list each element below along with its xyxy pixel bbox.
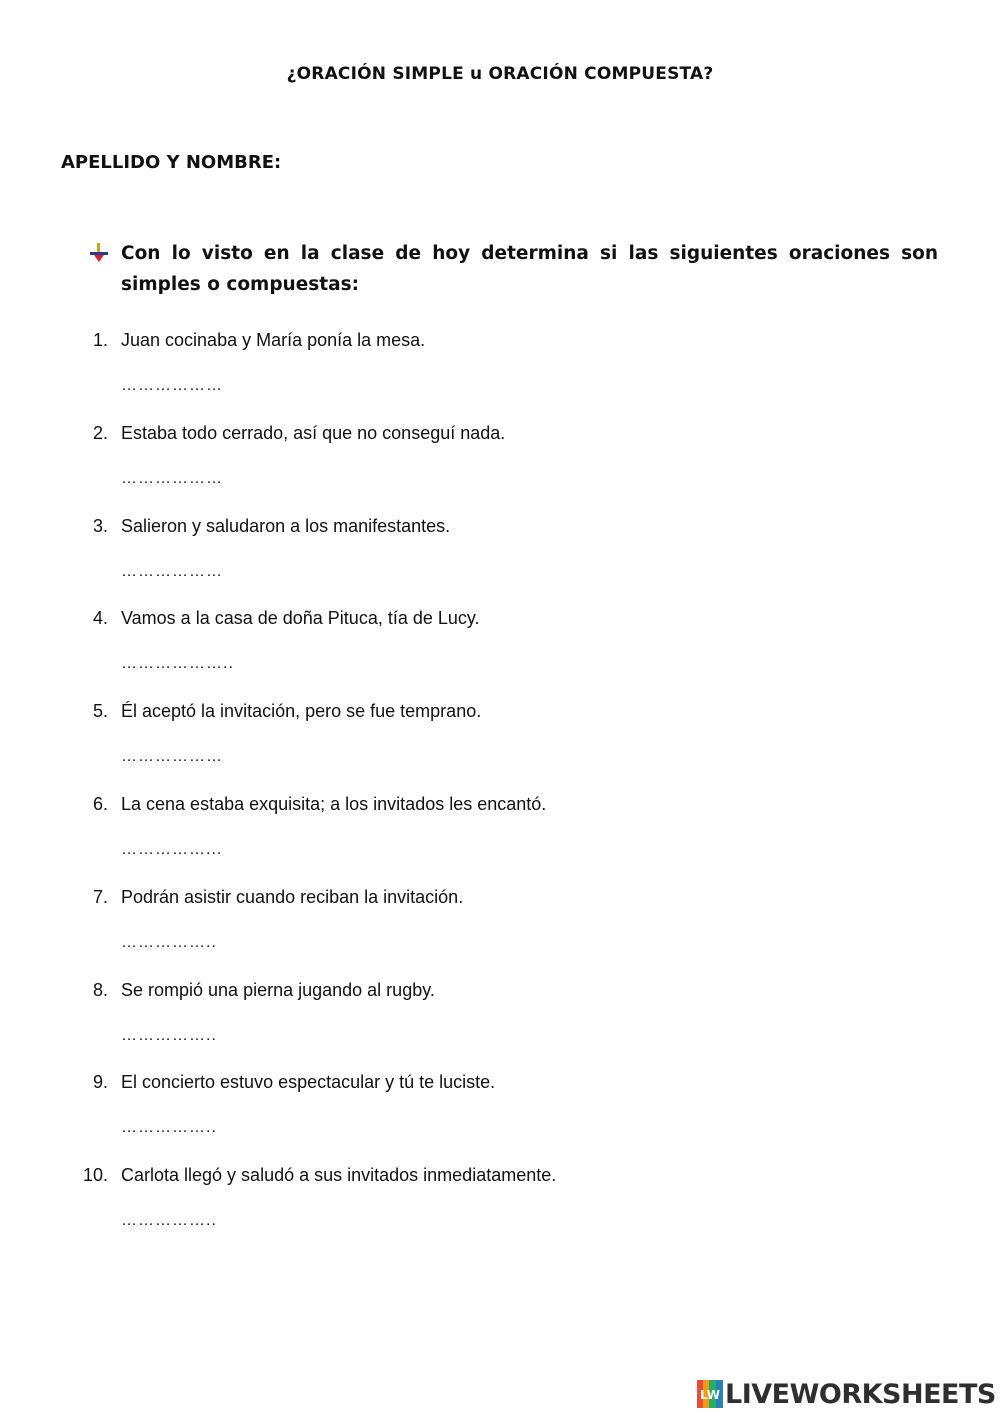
item-number: 9. [92, 1072, 108, 1092]
instruction [88, 238, 938, 300]
item-number: 5. [92, 701, 108, 721]
worksheet-title: ¿ORACIÓN SIMPLE u ORACIÓN COMPUESTA? [286, 64, 714, 84]
answer-blank[interactable]: …………….. [121, 1027, 217, 1044]
answer-blank[interactable]: …………….. [121, 1212, 217, 1229]
item-sentence: Carlota llegó y saludó a sus invitados inmediatamente. [121, 1165, 557, 1185]
answer-blank[interactable]: ……………….. [121, 655, 234, 672]
answer-blank[interactable]: …………….. [121, 934, 217, 951]
item-sentence: Él aceptó la invitación, pero se fue temprano. [121, 701, 482, 721]
item-sentence: La cena estaba exquisita; a los invitados les encantó. [121, 794, 547, 814]
item-number: 6. [92, 794, 108, 814]
liveworksheets-wordmark: LIVEWORKSHEETS [725, 1378, 996, 1410]
instruction-text: Con lo visto en la clase de hoy determina si las siguientes oraciones son simples o compuestas: [121, 243, 938, 295]
item-number: 3. [92, 516, 108, 536]
liveworksheets-logo [697, 1378, 996, 1410]
item-sentence: El concierto estuvo espectacular y tú te luciste. [121, 1072, 496, 1092]
item-sentence: Se rompió una pierna jugando al rugby. [121, 980, 435, 1000]
item-number: 10. [82, 1165, 108, 1185]
item-sentence: Estaba todo cerrado, así que no conseguí nada. [121, 423, 506, 443]
arrow-down-bullet-icon [88, 241, 110, 263]
badge-letters: LW [700, 1388, 720, 1402]
item-sentence: Juan cocinaba y María ponía la mesa. [121, 330, 426, 350]
answer-blank[interactable]: ……………… [121, 563, 223, 580]
item-sentence: Vamos a la casa de doña Pituca, tía de Lucy. [121, 608, 480, 628]
item-number: 1. [92, 330, 108, 350]
liveworksheets-badge-icon [697, 1380, 723, 1408]
answer-blank[interactable]: …………….. [121, 1119, 217, 1136]
item-number: 4. [92, 608, 108, 628]
item-sentence: Podrán asistir cuando reciban la invitación. [121, 887, 464, 907]
item-number: 2. [92, 423, 108, 443]
item-sentence: Salieron y saludaron a los manifestantes. [121, 516, 451, 536]
name-label: APELLIDO Y NOMBRE: [61, 152, 282, 173]
item-number: 8. [92, 980, 108, 1000]
answer-blank[interactable]: ……………… [121, 748, 223, 765]
answer-blank[interactable]: ……………... [121, 841, 223, 858]
answer-blank[interactable]: ……………… [121, 470, 223, 487]
item-number: 7. [92, 887, 108, 907]
answer-blank[interactable]: ……………… [121, 377, 223, 394]
